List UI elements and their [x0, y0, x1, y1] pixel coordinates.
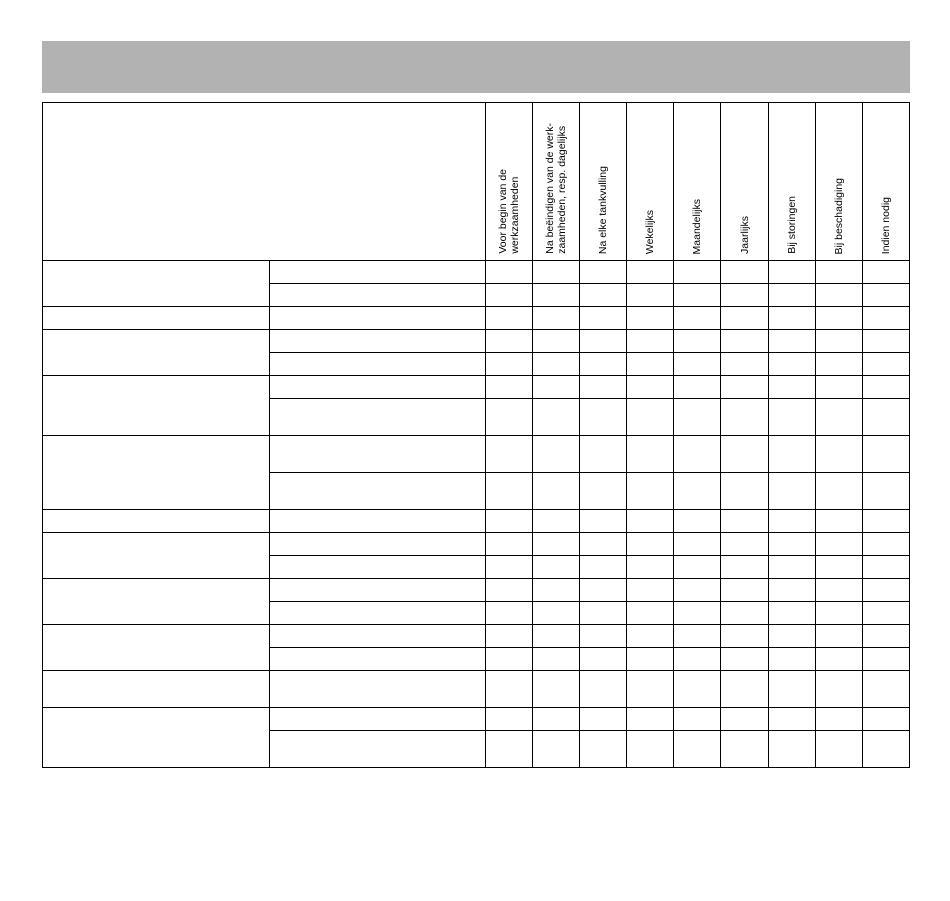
- task-cell: [269, 731, 485, 768]
- task-cell: [269, 556, 485, 579]
- table-row: [43, 330, 910, 353]
- interval-check-cell: [721, 284, 768, 307]
- interval-check-cell: [674, 708, 721, 731]
- component-cell: [43, 533, 270, 579]
- interval-check-cell: [627, 533, 674, 556]
- interval-check-cell: [533, 399, 580, 436]
- interval-check-cell: [627, 708, 674, 731]
- task-cell: [269, 579, 485, 602]
- interval-check-cell: [674, 648, 721, 671]
- interval-check-cell: [674, 671, 721, 708]
- column-header-8: [815, 103, 862, 261]
- interval-check-cell: [721, 399, 768, 436]
- interval-check-cell: [721, 376, 768, 399]
- interval-check-cell: [674, 261, 721, 284]
- interval-check-cell: [862, 648, 909, 671]
- interval-check-cell: [580, 436, 627, 473]
- maintenance-schedule-table: [42, 102, 910, 768]
- column-header-label: Na beëindigen van de werk- zaamheden, resp. dagelijks: [544, 123, 569, 254]
- interval-check-cell: [815, 261, 862, 284]
- component-cell: [43, 376, 270, 436]
- column-header-label: Jaarlijks: [738, 216, 751, 254]
- interval-check-cell: [533, 708, 580, 731]
- interval-check-cell: [862, 671, 909, 708]
- interval-check-cell: [486, 284, 533, 307]
- interval-check-cell: [862, 261, 909, 284]
- interval-check-cell: [674, 376, 721, 399]
- column-header-2: [533, 103, 580, 261]
- interval-check-cell: [721, 261, 768, 284]
- interval-check-cell: [768, 671, 815, 708]
- interval-check-cell: [721, 625, 768, 648]
- column-header-label: Bij storingen: [785, 196, 798, 254]
- interval-check-cell: [627, 731, 674, 768]
- interval-check-cell: [721, 671, 768, 708]
- table-row: [43, 307, 910, 330]
- interval-check-cell: [815, 436, 862, 473]
- interval-check-cell: [768, 602, 815, 625]
- interval-check-cell: [862, 353, 909, 376]
- column-header-label: Maandelijks: [691, 198, 704, 254]
- interval-check-cell: [721, 533, 768, 556]
- interval-check-cell: [674, 602, 721, 625]
- interval-check-cell: [862, 579, 909, 602]
- interval-check-cell: [486, 436, 533, 473]
- interval-check-cell: [627, 671, 674, 708]
- interval-check-cell: [862, 625, 909, 648]
- interval-check-cell: [768, 436, 815, 473]
- interval-check-cell: [815, 307, 862, 330]
- task-cell: [269, 708, 485, 731]
- task-cell: [269, 261, 485, 284]
- interval-check-cell: [721, 731, 768, 768]
- interval-check-cell: [862, 510, 909, 533]
- interval-check-cell: [815, 731, 862, 768]
- interval-check-cell: [486, 261, 533, 284]
- interval-check-cell: [627, 579, 674, 602]
- interval-check-cell: [486, 671, 533, 708]
- interval-check-cell: [580, 671, 627, 708]
- task-cell: [269, 602, 485, 625]
- interval-check-cell: [768, 708, 815, 731]
- task-cell: [269, 533, 485, 556]
- column-header-3: [580, 103, 627, 261]
- interval-check-cell: [533, 330, 580, 353]
- component-cell: [43, 625, 270, 671]
- interval-check-cell: [674, 556, 721, 579]
- interval-check-cell: [580, 625, 627, 648]
- interval-check-cell: [533, 671, 580, 708]
- interval-check-cell: [674, 284, 721, 307]
- interval-check-cell: [674, 473, 721, 510]
- interval-check-cell: [533, 602, 580, 625]
- interval-check-cell: [768, 307, 815, 330]
- interval-check-cell: [721, 510, 768, 533]
- interval-check-cell: [533, 533, 580, 556]
- interval-check-cell: [486, 510, 533, 533]
- interval-check-cell: [721, 556, 768, 579]
- interval-check-cell: [627, 556, 674, 579]
- interval-check-cell: [486, 579, 533, 602]
- interval-check-cell: [815, 602, 862, 625]
- column-header-5: [674, 103, 721, 261]
- column-header-label: Na elke tankvulling: [597, 165, 610, 254]
- interval-check-cell: [627, 510, 674, 533]
- interval-check-cell: [768, 579, 815, 602]
- interval-check-cell: [768, 648, 815, 671]
- interval-check-cell: [533, 307, 580, 330]
- interval-check-cell: [768, 625, 815, 648]
- interval-check-cell: [580, 602, 627, 625]
- interval-check-cell: [533, 376, 580, 399]
- interval-check-cell: [580, 284, 627, 307]
- column-header-label: Indien nodig: [879, 196, 892, 254]
- interval-check-cell: [580, 579, 627, 602]
- interval-check-cell: [627, 330, 674, 353]
- component-cell: [43, 510, 270, 533]
- interval-check-cell: [486, 533, 533, 556]
- interval-check-cell: [768, 556, 815, 579]
- component-cell: [43, 330, 270, 376]
- interval-check-cell: [627, 261, 674, 284]
- interval-check-cell: [486, 648, 533, 671]
- interval-check-cell: [721, 648, 768, 671]
- task-cell: [269, 671, 485, 708]
- column-header-1: [486, 103, 533, 261]
- table-row: [43, 625, 910, 648]
- interval-check-cell: [721, 579, 768, 602]
- table-row: [43, 510, 910, 533]
- interval-check-cell: [674, 510, 721, 533]
- interval-check-cell: [580, 533, 627, 556]
- interval-check-cell: [580, 731, 627, 768]
- interval-check-cell: [862, 556, 909, 579]
- task-cell: [269, 284, 485, 307]
- column-header-6: [721, 103, 768, 261]
- table-row: [43, 579, 910, 602]
- header-row: [43, 103, 910, 261]
- interval-check-cell: [768, 330, 815, 353]
- interval-check-cell: [815, 353, 862, 376]
- table-row: [43, 436, 910, 473]
- interval-check-cell: [815, 399, 862, 436]
- task-cell: [269, 648, 485, 671]
- interval-check-cell: [768, 376, 815, 399]
- task-cell: [269, 625, 485, 648]
- task-cell: [269, 436, 485, 473]
- interval-check-cell: [627, 307, 674, 330]
- interval-check-cell: [815, 556, 862, 579]
- column-header-label: Bij beschadiging: [832, 177, 845, 254]
- interval-check-cell: [674, 579, 721, 602]
- interval-check-cell: [862, 602, 909, 625]
- interval-check-cell: [580, 473, 627, 510]
- table-row: [43, 533, 910, 556]
- interval-check-cell: [533, 579, 580, 602]
- table-row: [43, 376, 910, 399]
- interval-check-cell: [674, 353, 721, 376]
- interval-check-cell: [815, 671, 862, 708]
- interval-check-cell: [533, 510, 580, 533]
- column-header-7: [768, 103, 815, 261]
- interval-check-cell: [533, 473, 580, 510]
- interval-check-cell: [533, 648, 580, 671]
- table-body: [43, 261, 910, 768]
- interval-check-cell: [721, 473, 768, 510]
- task-cell: [269, 510, 485, 533]
- interval-check-cell: [486, 625, 533, 648]
- interval-check-cell: [768, 473, 815, 510]
- component-cell: [43, 708, 270, 768]
- interval-check-cell: [486, 376, 533, 399]
- interval-check-cell: [486, 731, 533, 768]
- interval-check-cell: [862, 731, 909, 768]
- interval-check-cell: [533, 284, 580, 307]
- interval-check-cell: [768, 284, 815, 307]
- interval-check-cell: [862, 284, 909, 307]
- interval-check-cell: [486, 556, 533, 579]
- interval-check-cell: [627, 648, 674, 671]
- interval-check-cell: [674, 307, 721, 330]
- interval-check-cell: [627, 436, 674, 473]
- task-cell: [269, 330, 485, 353]
- interval-check-cell: [533, 556, 580, 579]
- interval-check-cell: [580, 708, 627, 731]
- interval-check-cell: [627, 473, 674, 510]
- interval-check-cell: [768, 353, 815, 376]
- component-cell: [43, 307, 270, 330]
- interval-check-cell: [486, 307, 533, 330]
- interval-check-cell: [580, 648, 627, 671]
- component-cell: [43, 261, 270, 307]
- interval-check-cell: [674, 625, 721, 648]
- interval-check-cell: [721, 436, 768, 473]
- interval-check-cell: [768, 731, 815, 768]
- interval-check-cell: [580, 261, 627, 284]
- interval-check-cell: [768, 510, 815, 533]
- task-cell: [269, 376, 485, 399]
- component-cell: [43, 579, 270, 625]
- interval-check-cell: [815, 533, 862, 556]
- task-cell: [269, 353, 485, 376]
- interval-check-cell: [862, 399, 909, 436]
- component-cell: [43, 671, 270, 708]
- interval-check-cell: [580, 556, 627, 579]
- table-row: [43, 671, 910, 708]
- interval-check-cell: [580, 376, 627, 399]
- interval-check-cell: [486, 353, 533, 376]
- interval-check-cell: [486, 602, 533, 625]
- interval-check-cell: [862, 307, 909, 330]
- interval-check-cell: [533, 353, 580, 376]
- task-cell: [269, 307, 485, 330]
- interval-check-cell: [768, 399, 815, 436]
- interval-check-cell: [627, 625, 674, 648]
- interval-check-cell: [721, 330, 768, 353]
- column-header-9: [862, 103, 909, 261]
- interval-check-cell: [627, 602, 674, 625]
- interval-check-cell: [815, 376, 862, 399]
- interval-check-cell: [533, 731, 580, 768]
- interval-check-cell: [580, 330, 627, 353]
- table-row: [43, 261, 910, 284]
- interval-check-cell: [627, 399, 674, 436]
- interval-check-cell: [721, 602, 768, 625]
- interval-check-cell: [768, 533, 815, 556]
- interval-check-cell: [486, 473, 533, 510]
- interval-check-cell: [674, 533, 721, 556]
- interval-check-cell: [721, 708, 768, 731]
- column-header-label: Voor begin van de werkzaamheden: [497, 169, 522, 254]
- interval-check-cell: [580, 353, 627, 376]
- interval-check-cell: [815, 648, 862, 671]
- interval-check-cell: [627, 284, 674, 307]
- task-cell: [269, 473, 485, 510]
- interval-check-cell: [627, 353, 674, 376]
- interval-check-cell: [721, 353, 768, 376]
- interval-check-cell: [815, 473, 862, 510]
- table-row: [43, 708, 910, 731]
- interval-check-cell: [674, 436, 721, 473]
- column-header-4: [627, 103, 674, 261]
- interval-check-cell: [862, 473, 909, 510]
- interval-check-cell: [862, 376, 909, 399]
- interval-check-cell: [862, 436, 909, 473]
- interval-check-cell: [815, 330, 862, 353]
- interval-check-cell: [862, 330, 909, 353]
- interval-check-cell: [815, 579, 862, 602]
- interval-check-cell: [580, 510, 627, 533]
- interval-check-cell: [533, 261, 580, 284]
- interval-check-cell: [580, 307, 627, 330]
- interval-check-cell: [862, 533, 909, 556]
- interval-check-cell: [721, 307, 768, 330]
- interval-check-cell: [768, 261, 815, 284]
- interval-check-cell: [862, 708, 909, 731]
- interval-check-cell: [674, 330, 721, 353]
- interval-check-cell: [815, 708, 862, 731]
- interval-check-cell: [533, 625, 580, 648]
- component-cell: [43, 436, 270, 510]
- header-corner-cell: [43, 103, 486, 261]
- interval-check-cell: [627, 376, 674, 399]
- interval-check-cell: [533, 436, 580, 473]
- interval-check-cell: [486, 708, 533, 731]
- interval-check-cell: [580, 399, 627, 436]
- interval-check-cell: [815, 625, 862, 648]
- interval-check-cell: [674, 399, 721, 436]
- task-cell: [269, 399, 485, 436]
- interval-check-cell: [815, 510, 862, 533]
- interval-check-cell: [815, 284, 862, 307]
- interval-check-cell: [486, 399, 533, 436]
- interval-check-cell: [674, 731, 721, 768]
- column-header-label: Wekelijks: [644, 209, 657, 254]
- interval-check-cell: [486, 330, 533, 353]
- header-bar: [42, 41, 910, 93]
